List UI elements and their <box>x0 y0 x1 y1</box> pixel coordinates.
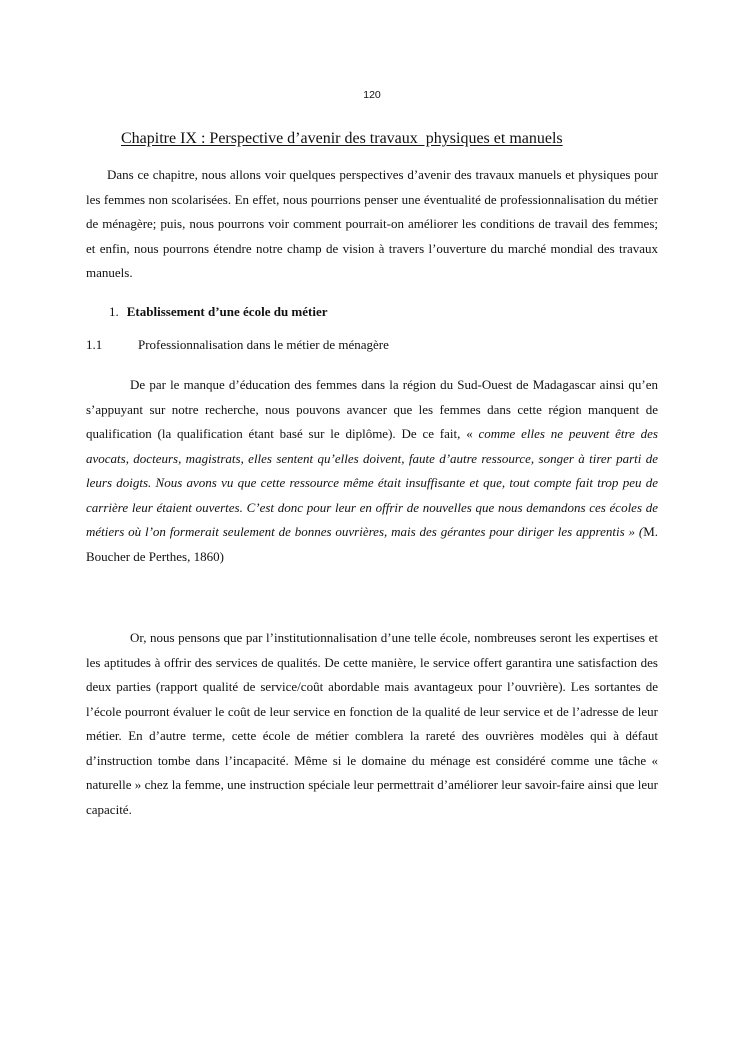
chapter-title: Chapitre IX : Perspective d’avenir des travaux physiques et manuels <box>121 130 563 147</box>
citation: M. Boucher de Perthes, 1860) <box>86 524 658 564</box>
subsection-heading <box>86 337 389 353</box>
paragraph-lead: De par le manque d’éducation des femmes dans la région du Sud-Ouest de Madagascar ainsi qu’en s’appuyant sur notre recherche, nous pouvons avancer que les femmes dans cette région manquent de qualification (la qualification étant basé sur le diplôme). De ce fait, « <box>86 377 658 441</box>
subsection-title: Professionnalisation dans le métier de ménagère <box>138 337 389 352</box>
section-title: Etablissement d’une école du métier <box>126 304 328 319</box>
section-number: 1. <box>109 304 119 319</box>
page-number: 120 <box>363 89 381 101</box>
paragraph-quotation <box>86 373 658 569</box>
quoted-passage: comme elles ne peuvent être des avocats, docteurs, magistrats, elles sentent qu’elles doivent, faute d’autre ressource, songer à tirer parti de leurs doigts. Nous avons vu que cette ressource même était insuffisante et que, tout compte fait trop peu de carrière leur étaient ouvertes. C’est donc pour leur en offrir de nouvelles que nous demandons ces écoles de métiers où l’on formerait seulement de bonnes ouvrières, mais des gérantes pour diriger les apprentis » ( <box>86 426 658 539</box>
intro-paragraph: Dans ce chapitre, nous allons voir quelques perspectives d’avenir des travaux manuels et physiques pour les femmes non scolarisées. En effet, nous pourrions penser une éventualité de professionnalisation du métier de ménagère; puis, nous pourrons voir comment pourrait-on améliorer les conditions de travail des femmes; et enfin, nous pourrons étendre notre champ de vision à travers l’ouverture du marché mondial des travaux manuels. <box>86 167 658 280</box>
paragraph-conclusion: Or, nous pensons que par l’institutionnalisation d’une telle école, nombreuses seront les expertises et les aptitudes à offrir des services de qualités. De cette manière, le service offert garantira une satisfaction des deux parties (rapport qualité de service/coût abordable mais avantageux pour l’ouvrière). Les sortantes de l’école pourront évaluer le coût de leur service en fonction de la qualité de leur service et de l’adresse de leur métier. En d’autre terme, cette école de métier comblera la rareté des ouvrières modèles qui à défaut d’instruction tombe dans l’incapacité. Même si le domaine du ménage est considéré comme une tâche « naturelle » chez la femme, une instruction spéciale leur permettrait d’améliorer leur savoir-faire ainsi que leur capacité. <box>86 630 658 817</box>
section-heading <box>109 304 328 320</box>
subsection-number: 1.1 <box>86 337 103 352</box>
